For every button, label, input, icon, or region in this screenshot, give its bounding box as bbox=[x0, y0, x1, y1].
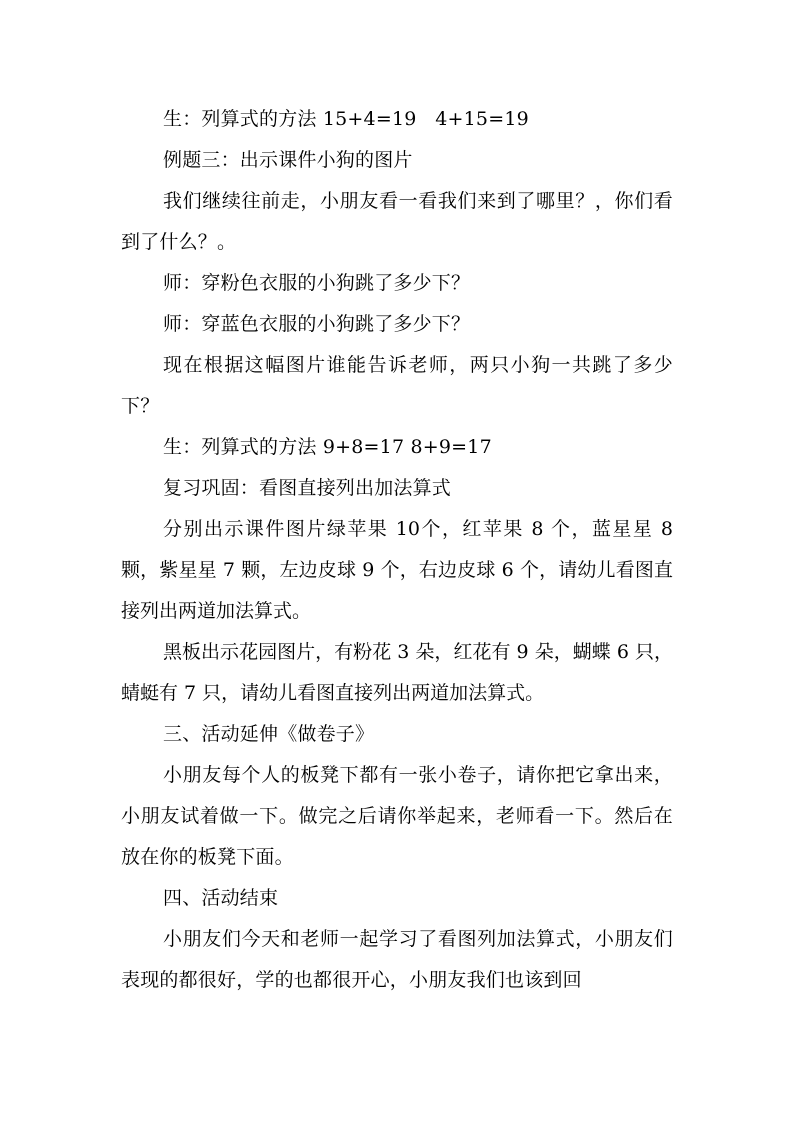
paragraph-activity-conclusion: 小朋友们今天和老师一起学习了看图列加法算式，小朋友们表现的都很好，学的也都很开心，小朋友我们也该到回 bbox=[121, 928, 673, 991]
paragraph-section-four-heading: 四、活动结束 bbox=[163, 887, 279, 909]
paragraph-student-answer-1: 生：列算式的方法 15+4=19 4+15=19 bbox=[163, 108, 529, 130]
paragraph-review-heading: 复习巩固：看图直接列出加法算式 bbox=[163, 477, 452, 499]
paragraph-section-three-heading: 三、活动延伸《做卷子》 bbox=[163, 723, 375, 745]
paragraph-teacher-pink-dog: 师：穿粉色衣服的小狗跳了多少下？ bbox=[163, 272, 471, 294]
paragraph-continue-walking: 我们继续往前走，小朋友看一看我们来到了哪里？，你们看到了什么？。 bbox=[121, 190, 673, 253]
paragraph-teacher-blue-dog: 师：穿蓝色衣服的小狗跳了多少下？ bbox=[163, 313, 471, 335]
paragraph-worksheet-activity: 小朋友每个人的板凳下都有一张小卷子，请你把它拿出来，小朋友试着做一下。做完之后请你举起来，老师看一下。然后在放在你的板凳下面。 bbox=[121, 764, 673, 868]
paragraph-example-three: 例题三：出示课件小狗的图片 bbox=[163, 149, 413, 171]
paragraph-total-jumps: 现在根据这幅图片谁能告诉老师，两只小狗一共跳了多少下？ bbox=[121, 354, 673, 417]
paragraph-review-courseware: 分别出示课件图片绿苹果 10个，红苹果 8 个，蓝星星 8 颗，紫星星 7 颗，左边皮球 9 个，右边皮球 6 个，请幼儿看图直接列出两道加法算式。 bbox=[121, 518, 680, 622]
paragraph-review-blackboard: 黑板出示花园图片，有粉花 3 朵，红花有 9 朵，蝴蝶 6 只，蜻蜓有 7 只，请幼儿看图直接列出两道加法算式。 bbox=[121, 641, 673, 704]
paragraph-student-answer-2: 生：列算式的方法 9+8=17 8+9=17 bbox=[163, 436, 492, 458]
document-body bbox=[121, 99, 680, 1001]
